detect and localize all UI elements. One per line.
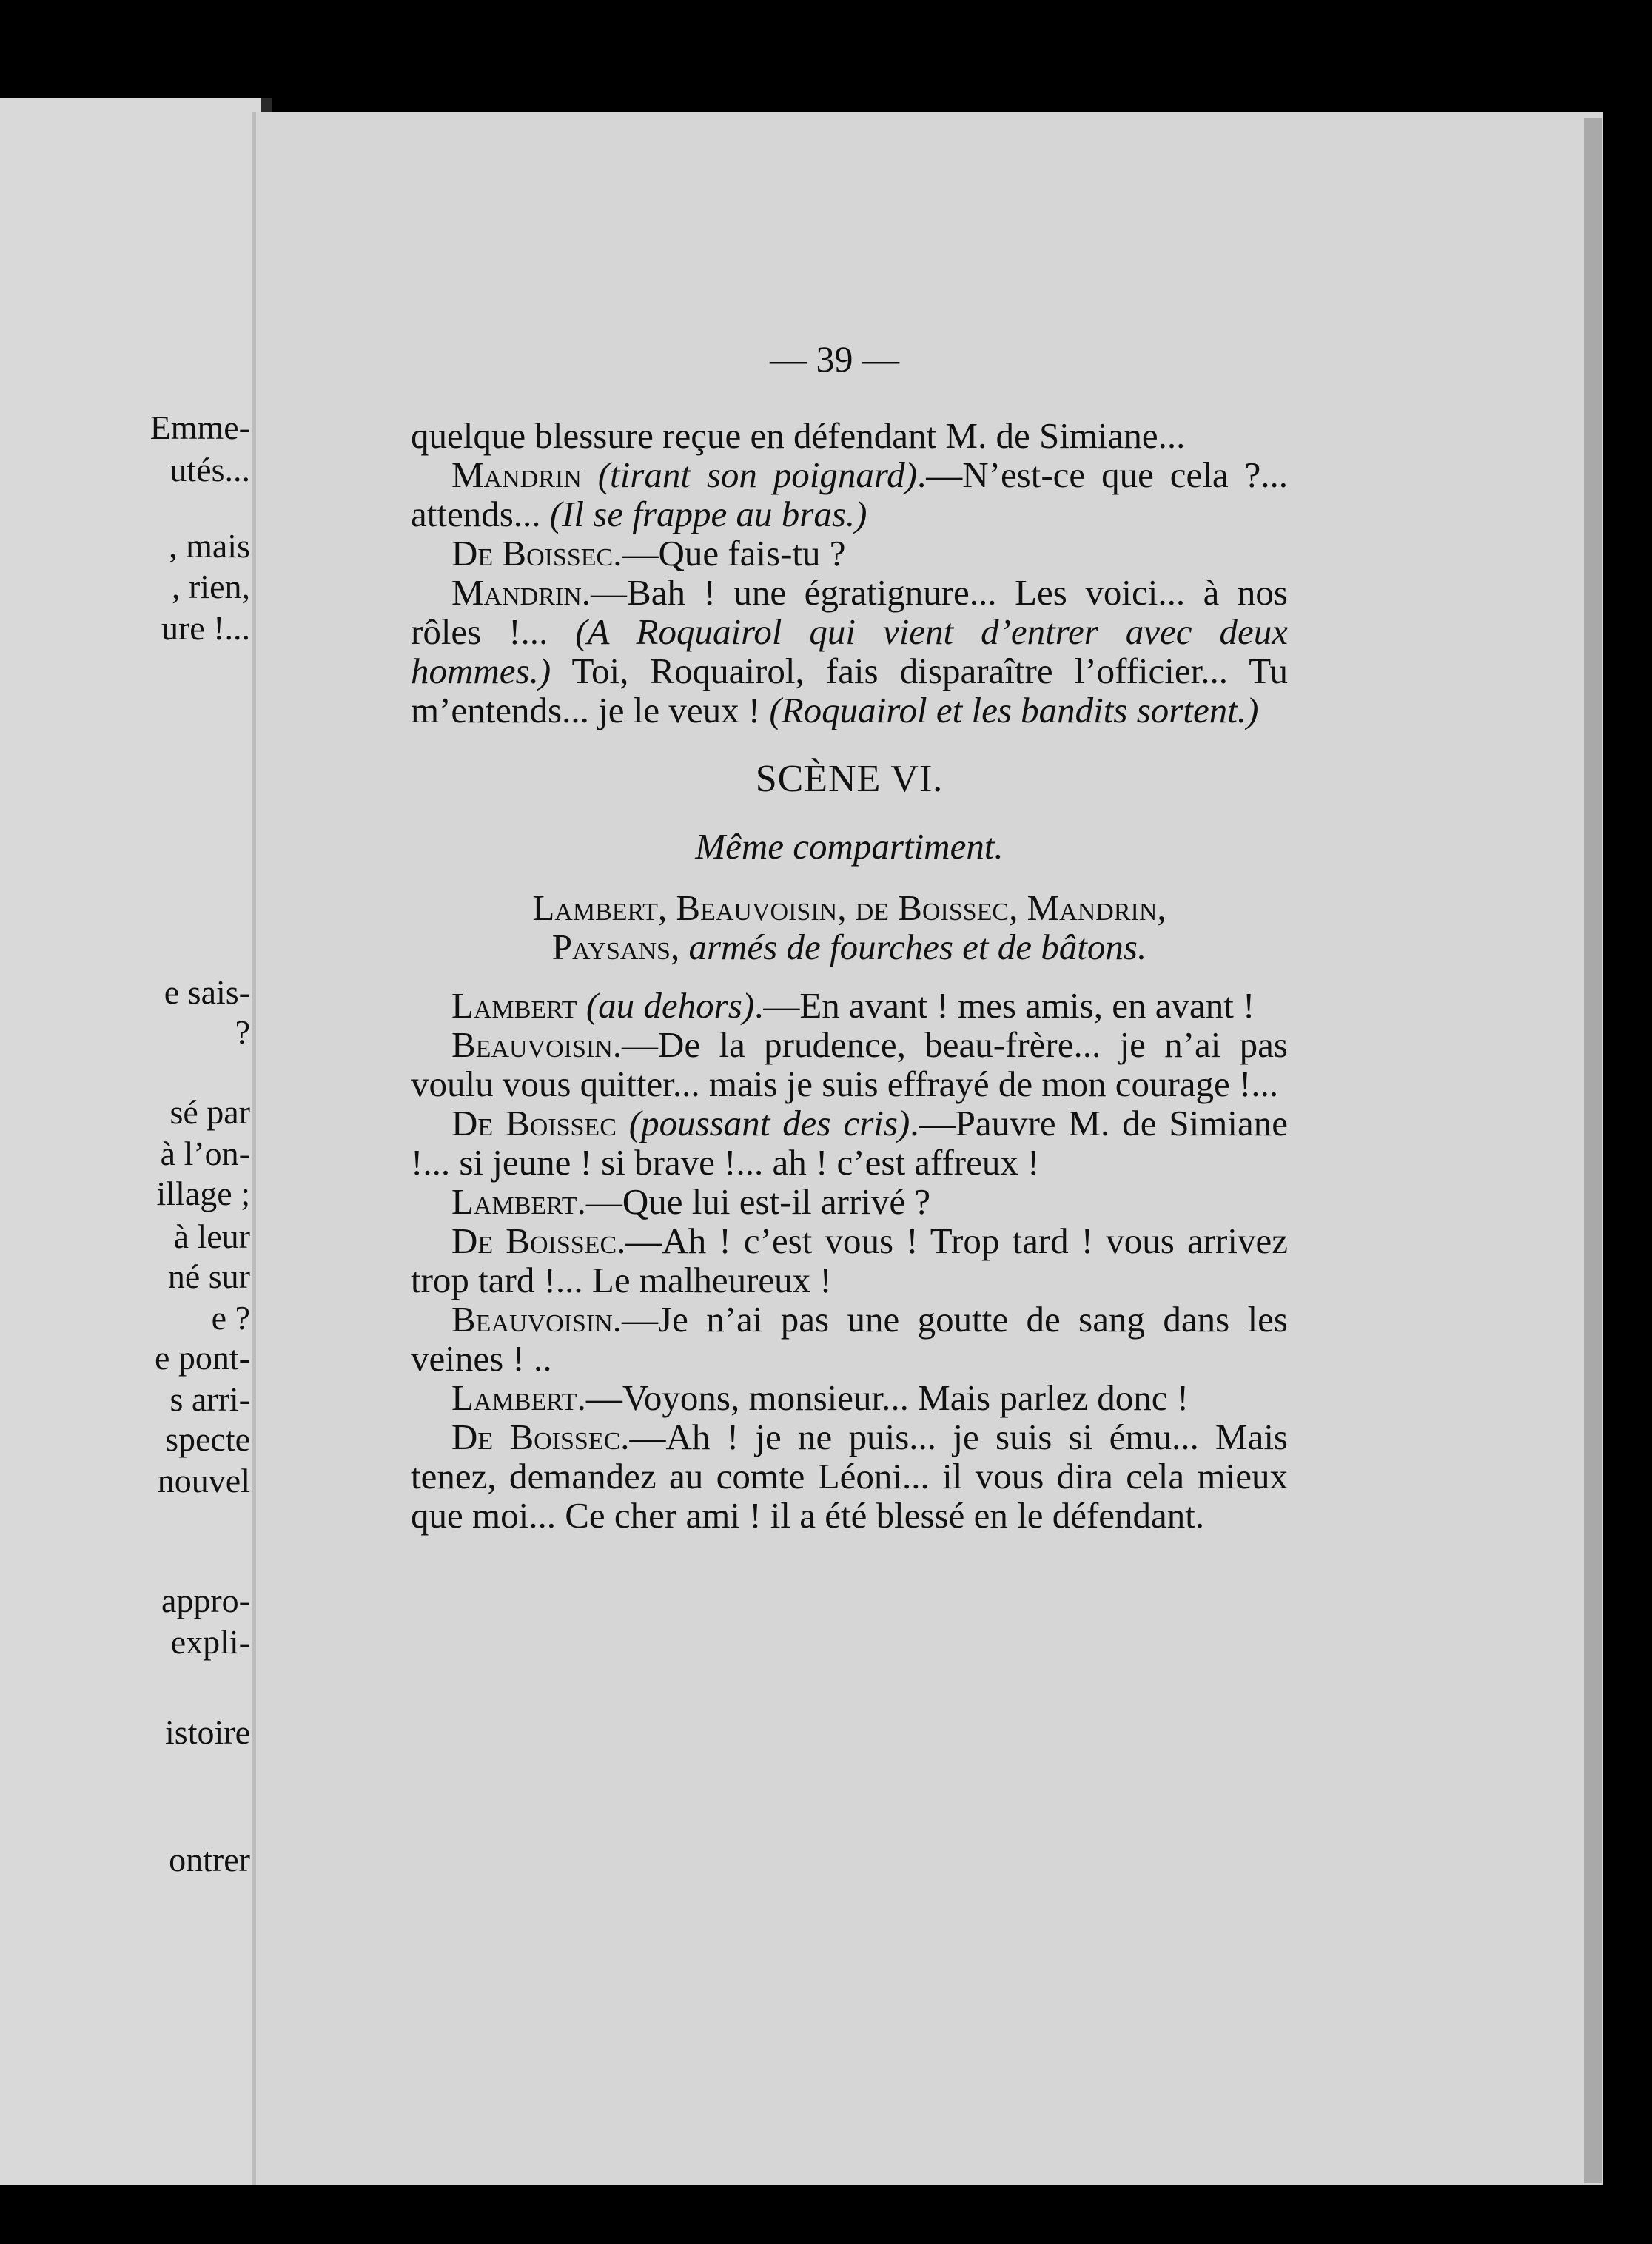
speaker-name: De Boissec <box>451 1417 621 1457</box>
left-page-fragment: nouvel <box>157 1462 250 1499</box>
dialogue: .—Ah ! je ne puis... je suis si ému... Mais tenez, demandez au comte Léoni... il vous dira cela mieux que moi... Ce cher ami ! il a été blessé en le défendant. <box>411 1417 1289 1536</box>
speaker-name: Mandrin <box>451 572 582 613</box>
left-page-fragment: ontrer <box>169 1841 250 1878</box>
dialogue: .—N’est-ce que cela ?... attends... <box>411 454 1288 534</box>
left-page-fragment: , mais <box>169 527 250 565</box>
left-page-fragment: ure !... <box>161 609 250 647</box>
character-list <box>411 888 1288 967</box>
paragraph <box>411 1182 1288 1221</box>
characters: Lambert, Beauvoisin, de Boissec, Mandrin, <box>532 887 1166 928</box>
left-page-fragment: s arri- <box>169 1380 250 1418</box>
dialogue: .—Pauvre M. de Simiane !... si jeune ! si brave !... ah ! c’est affreux ! <box>411 1103 1288 1183</box>
left-page-fragment: appro- <box>161 1582 250 1619</box>
stage-direction: (A Roquairol qui vient d’entrer avec deux hommes.) <box>411 611 1288 691</box>
speaker-name: De Boissec <box>451 1220 617 1261</box>
speaker-name: Beauvoisin <box>451 1299 613 1340</box>
paragraph <box>411 1417 1288 1535</box>
left-page-fragment: ? <box>235 1013 250 1051</box>
stage-direction: (tirant son poignard) <box>597 454 917 495</box>
stage-direction: armés de fourches et de bâtons. <box>688 927 1147 967</box>
dialogue: .—Bah ! une égratignure... Les voici... à nos rôles !... <box>411 572 1288 652</box>
scene-setting: Même compartiment. <box>695 826 1004 867</box>
left-page-fragment: specte <box>165 1420 250 1458</box>
left-page-fragment: à l’on- <box>160 1135 250 1172</box>
stage-direction: (Il se frappe au bras.) <box>549 494 867 534</box>
speaker-name: De Boissec <box>451 533 614 574</box>
paragraph <box>411 986 1288 1025</box>
left-page-fragment: illage ; <box>156 1175 250 1212</box>
left-page-fragment: à leur <box>173 1217 250 1255</box>
left-page-fragment: e sais- <box>164 973 250 1011</box>
dialogue: .—Ah ! c’est vous ! Trop tard ! vous arrivez trop tard !... Le malheureux ! <box>411 1220 1288 1300</box>
paragraph <box>411 573 1288 730</box>
left-page <box>0 98 261 2185</box>
paragraph <box>411 455 1288 534</box>
left-page-fragment: , rien, <box>171 568 250 605</box>
dialogue: .—En avant ! mes amis, en avant ! <box>754 985 1255 1026</box>
speaker-name: Lambert <box>451 985 577 1026</box>
dialogue: Toi, Roquairol, fais disparaître l’officier... Tu m’entends... je le veux ! <box>411 651 1288 730</box>
dialogue: .—Que lui est-il arrivé ? <box>577 1181 931 1222</box>
left-page-fragment: e ? <box>211 1299 250 1337</box>
stage-direction: (Roquairol et les bandits sortent.) <box>769 690 1259 730</box>
dialogue: .—Voyons, monsieur... Mais parlez donc ! <box>577 1377 1189 1418</box>
speaker-name: Lambert <box>451 1181 577 1222</box>
speaker-name: De Boissec <box>451 1103 617 1143</box>
left-page-fragment: Emme- <box>150 409 250 446</box>
dialogue: .—Je n’ai pas une goutte de sang dans les veines ! .. <box>411 1299 1288 1379</box>
left-page-fragment: sé par <box>169 1093 250 1131</box>
left-page-fragment: né sur <box>167 1257 250 1295</box>
page-edge <box>1584 118 1602 2183</box>
speaker-name: Lambert <box>451 1377 577 1418</box>
speaker-name: Beauvoisin <box>451 1024 613 1065</box>
dialogue: .—De la prudence, beau-frère... je n’ai pas voulu vous quitter... mais je suis effrayé de mon courage !... <box>411 1024 1288 1104</box>
text-line: quelque blessure reçue en défendant M. de Simiane... <box>411 415 1186 456</box>
left-page-fragment: utés... <box>169 451 250 488</box>
paragraph <box>411 1300 1288 1378</box>
paragraph <box>411 1378 1288 1417</box>
page-text <box>411 416 1288 1535</box>
dialogue: .—Que fais-tu ? <box>613 533 846 574</box>
paragraph <box>411 1025 1288 1103</box>
paragraph <box>411 1221 1288 1300</box>
page-number: — 39 — <box>770 338 899 380</box>
left-page-fragment: expli- <box>170 1623 250 1661</box>
characters: Paysans, <box>551 927 680 967</box>
left-page-fragment: istoire <box>165 1713 250 1751</box>
paragraph <box>411 1103 1288 1182</box>
paragraph <box>411 416 1288 455</box>
scene-title: SCÈNE VI. <box>755 758 944 800</box>
stage-direction: (poussant des cris) <box>628 1103 910 1143</box>
paragraph <box>411 534 1288 573</box>
left-page-fragment: e pont- <box>154 1339 250 1377</box>
stage-direction: (au dehors) <box>585 985 755 1026</box>
speaker-name: Mandrin <box>451 454 582 495</box>
